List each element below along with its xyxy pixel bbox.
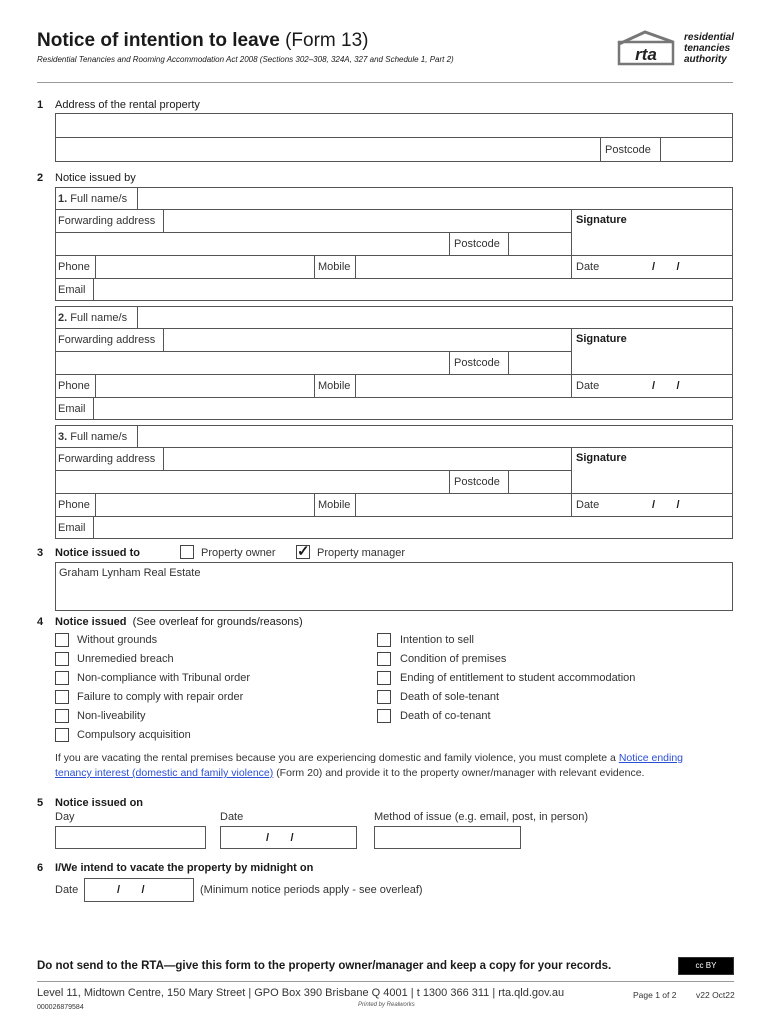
ground-left-4-label: Non-liveability: [77, 710, 146, 722]
person-3-forwarding-line-2[interactable]: [55, 470, 572, 494]
section-4-number: 4: [37, 616, 44, 628]
section-3-title: Notice issued to: [55, 547, 140, 559]
person-1-forwarding-line-2[interactable]: [55, 232, 572, 256]
issued-date-input[interactable]: [220, 826, 357, 849]
section-4-title-text: Notice issued: [55, 616, 127, 628]
divider: [95, 494, 96, 516]
dv-text-2: (Form 20) and provide it to the property owner/manager with relevant evidence.: [276, 767, 645, 779]
address-postcode-label: Postcode: [605, 144, 651, 156]
section-1-number: 1: [37, 99, 44, 111]
person-3-date-slashes: / /: [652, 499, 680, 511]
ground-right-2-checkbox[interactable]: [377, 671, 391, 685]
divider: [137, 188, 138, 209]
person-2-name-row[interactable]: [55, 306, 733, 329]
person-2-forwarding-label: Forwarding address: [58, 334, 156, 346]
divider: [163, 329, 164, 351]
divider: [449, 471, 450, 493]
divider: [95, 375, 96, 397]
notice-issued-to-input[interactable]: [55, 562, 733, 611]
person-2-signature-label: Signature: [576, 333, 627, 345]
divider: [95, 256, 96, 278]
logo-line-3: authority: [684, 54, 727, 65]
person-2-phone-label: Phone: [58, 380, 90, 392]
vacate-date-label: Date: [55, 884, 79, 896]
divider: [508, 233, 509, 255]
property-owner-checkbox[interactable]: [180, 545, 194, 559]
ground-right-0-label: Intention to sell: [400, 634, 474, 646]
checkmark-icon: ✓: [297, 543, 310, 560]
dv-form-link-1[interactable]: Notice ending: [618, 752, 684, 764]
section-3-number: 3: [37, 547, 44, 559]
person-1-postcode-label: Postcode: [454, 238, 500, 250]
person-3-email-row[interactable]: [55, 516, 733, 539]
ground-right-2-label: Ending of entitlement to student accommodation: [400, 672, 636, 684]
section-4-title: [55, 616, 303, 628]
person-1-mobile-label: Mobile: [318, 261, 351, 273]
ground-left-5-label: Compulsory acquisition: [77, 729, 191, 741]
person-2-name-label: [58, 312, 127, 324]
footer-warning: Do not send to the RTA—give this form to the property owner/manager and keep a copy for your records.: [37, 960, 612, 972]
ground-left-2-label: Non-compliance with Tribunal order: [77, 672, 251, 684]
page-title: [37, 30, 369, 52]
ground-right-1-checkbox[interactable]: [377, 652, 391, 666]
person-1-name-label-text: Full name/s: [70, 193, 128, 205]
divider: [314, 375, 315, 397]
person-3-phone-row[interactable]: [55, 493, 572, 517]
ground-right-3-checkbox[interactable]: [377, 690, 391, 704]
person-2-name-label-text: Full name/s: [70, 312, 128, 324]
person-2-number: 2.: [58, 312, 68, 324]
person-1-date-slashes: / /: [652, 261, 680, 273]
method-input[interactable]: [374, 826, 521, 849]
section-2-title: Notice issued by: [55, 172, 136, 184]
creative-commons-badge: cc BY: [678, 957, 734, 975]
ground-left-3-label: Failure to comply with repair order: [77, 691, 244, 703]
divider: [449, 233, 450, 255]
dv-form-link-2[interactable]: tenancy interest (domestic and family violence): [55, 767, 274, 779]
ground-left-5-checkbox[interactable]: [55, 728, 69, 742]
person-1-number: 1.: [58, 193, 68, 205]
printed-by: Printed by Realworks: [358, 1002, 415, 1008]
person-3-forwarding-label: Forwarding address: [58, 453, 156, 465]
vacate-date-input[interactable]: [84, 878, 194, 902]
person-2-postcode-label: Postcode: [454, 357, 500, 369]
person-2-phone-row[interactable]: [55, 374, 572, 398]
logo-wordmark: [684, 32, 734, 65]
ground-right-3-label: Death of sole-tenant: [400, 691, 500, 703]
notice-period-note: (Minimum notice periods apply - see overleaf): [200, 884, 423, 896]
section-1-title: Address of the rental property: [55, 99, 200, 111]
ground-left-1-label: Unremedied breach: [77, 653, 174, 665]
header-divider: [37, 82, 733, 83]
ground-right-4-label: Death of co-tenant: [400, 710, 491, 722]
person-2-email-label: Email: [58, 403, 86, 415]
rta-logo: [615, 30, 677, 66]
person-1-name-row[interactable]: [55, 187, 733, 210]
divider: [163, 210, 164, 232]
property-manager-checkbox[interactable]: [296, 545, 310, 559]
divider: [163, 448, 164, 470]
person-3-mobile-label: Mobile: [318, 499, 351, 511]
person-1-phone-label: Phone: [58, 261, 90, 273]
person-2-email-row[interactable]: [55, 397, 733, 420]
notice-issued-to-value: Graham Lynham Real Estate: [59, 567, 201, 579]
section-2-number: 2: [37, 172, 44, 184]
rta-logo-icon: [615, 30, 677, 66]
issued-date-slashes: / /: [266, 832, 294, 844]
issued-day-label: Day: [55, 811, 75, 823]
person-2-date-label: Date: [576, 380, 600, 392]
logo-mark: rta: [635, 45, 657, 64]
ground-right-0-checkbox[interactable]: [377, 633, 391, 647]
address-postcode-input[interactable]: [661, 138, 732, 161]
issued-day-input[interactable]: [55, 826, 206, 849]
divider: [314, 494, 315, 516]
footer-divider: [37, 981, 734, 982]
section-5-number: 5: [37, 797, 44, 809]
person-3-email-label: Email: [58, 522, 86, 534]
section-4-note: (See overleaf for grounds/reasons): [132, 616, 303, 628]
divider: [314, 256, 315, 278]
divider: [355, 494, 356, 516]
dv-notice-text: [55, 751, 745, 781]
person-1-email-row[interactable]: [55, 278, 733, 301]
section-6-title: I/We intend to vacate the property by midnight on: [55, 862, 314, 874]
divider: [137, 307, 138, 328]
divider: [355, 375, 356, 397]
divider: [508, 471, 509, 493]
person-2-forwarding-row[interactable]: [55, 328, 572, 352]
section-5-title: Notice issued on: [55, 797, 144, 809]
person-1-signature-label: Signature: [576, 214, 627, 226]
ground-right-1-label: Condition of premises: [400, 653, 507, 665]
person-3-signature-label: Signature: [576, 452, 627, 464]
person-3-postcode-label: Postcode: [454, 476, 500, 488]
title-form-number: (Form 13): [285, 30, 369, 51]
person-1-phone-row[interactable]: [55, 255, 572, 279]
page-subtitle: Residential Tenancies and Rooming Accommodation Act 2008 (Sections 302–308, 324A, 327 and Schedule 1, Part 2): [37, 55, 454, 64]
divider: [93, 517, 94, 538]
person-2-date-slashes: / /: [652, 380, 680, 392]
person-1-email-label: Email: [58, 284, 86, 296]
footer-address: Level 11, Midtown Centre, 150 Mary Street | GPO Box 390 Brisbane Q 4001 | t 1300 366 311 | rta.qld.gov.au: [37, 987, 565, 999]
divider: [600, 137, 601, 162]
person-3-name-row[interactable]: [55, 425, 733, 448]
form-code: 000026879584: [37, 1004, 84, 1011]
ground-left-0-label: Without grounds: [77, 634, 158, 646]
person-1-forwarding-label: Forwarding address: [58, 215, 156, 227]
form-version: v22 Oct22: [696, 990, 735, 1000]
person-1-date-field[interactable]: [571, 255, 733, 279]
vacate-date-slashes: / /: [117, 884, 145, 896]
person-3-phone-label: Phone: [58, 499, 90, 511]
person-2-date-field[interactable]: [571, 374, 733, 398]
divider: [137, 426, 138, 447]
person-1-forwarding-row[interactable]: [55, 209, 572, 233]
person-3-date-label: Date: [576, 499, 600, 511]
ground-right-4-checkbox[interactable]: [377, 709, 391, 723]
property-owner-label: Property owner: [201, 547, 276, 559]
ground-left-2-checkbox[interactable]: [55, 671, 69, 685]
ground-left-1-checkbox[interactable]: [55, 652, 69, 666]
divider: [449, 352, 450, 374]
person-2-forwarding-line-2[interactable]: [55, 351, 572, 375]
person-2-mobile-label: Mobile: [318, 380, 351, 392]
person-3-date-field[interactable]: [571, 493, 733, 517]
divider: [93, 279, 94, 300]
divider: [355, 256, 356, 278]
dv-text-1: If you are vacating the rental premises because you are experiencing domestic and family violence, you must complete a: [55, 752, 616, 764]
person-3-name-label: [58, 431, 127, 443]
method-label: Method of issue (e.g. email, post, in person): [374, 811, 588, 823]
person-1-date-label: Date: [576, 261, 600, 273]
page-number: Page 1 of 2: [633, 990, 677, 1000]
divider: [508, 352, 509, 374]
ground-left-3-checkbox[interactable]: [55, 690, 69, 704]
property-manager-label: Property manager: [317, 547, 406, 559]
title-main: Notice of intention to leave: [37, 30, 280, 51]
issued-date-label: Date: [220, 811, 244, 823]
ground-left-0-checkbox[interactable]: [55, 633, 69, 647]
person-1-name-label: [58, 193, 127, 205]
address-line-1-input[interactable]: [55, 113, 733, 138]
divider: [93, 398, 94, 419]
section-6-number: 6: [37, 862, 44, 874]
logo-line-1: residential: [684, 32, 735, 43]
person-3-name-label-text: Full name/s: [70, 431, 128, 443]
person-3-forwarding-row[interactable]: [55, 447, 572, 471]
logo-line-2: tenancies: [684, 43, 731, 54]
ground-left-4-checkbox[interactable]: [55, 709, 69, 723]
person-3-number: 3.: [58, 431, 68, 443]
